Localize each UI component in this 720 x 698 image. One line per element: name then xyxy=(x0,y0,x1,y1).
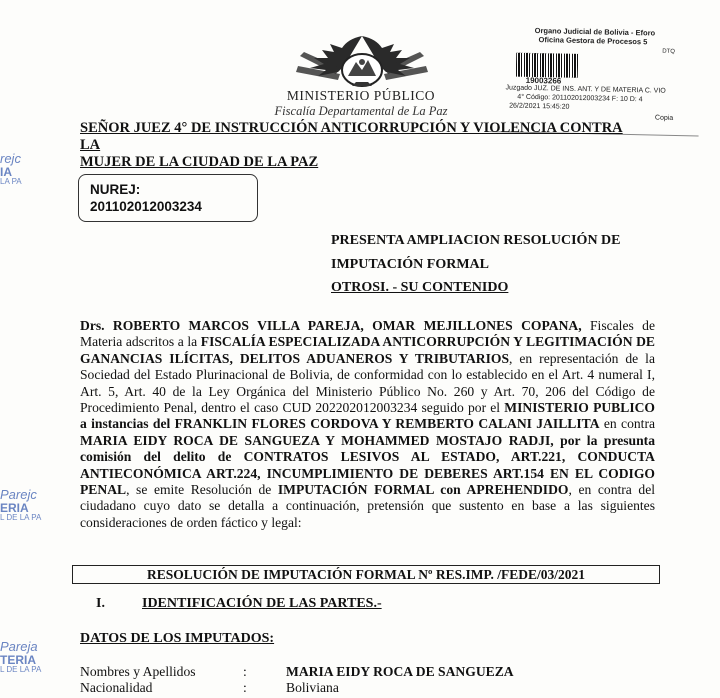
row-value: Boliviana xyxy=(286,680,339,695)
row-label: Nombres y Apellidos xyxy=(80,664,196,679)
receipt-juzgado: Juzgado JUZ. DE INS. ANT. Y DE MATERIA C. VIO xyxy=(505,84,666,95)
document-title-otrosi: OTROSI. - SU CONTENIDO xyxy=(331,280,509,295)
ministry-name: MINISTERIO PÚBLICO xyxy=(286,88,436,103)
document-title-line1: PRESENTA AMPLIACION RESOLUCIÓN DE xyxy=(331,233,621,248)
row-colon: : xyxy=(243,664,247,679)
receipt-fecha: 26/2/2021 15:45:20 xyxy=(509,102,570,111)
body-text: , en representación de la Sociedad del Estado Plurinacional de Bolivia, de conformidad con lo establecido en el Art. 4 numeral I, Art. 5, Art. 40 de la Ley Orgánica del Ministerio Público No. 260 y Art. 70, 206 del Código de Procedimiento Penal, dentro el caso CUD 202202012003234 seguido por el xyxy=(80,350,655,416)
edge-stamp-text: rejc xyxy=(0,151,21,166)
receipt-codigo: 4° Código: 201102012003234 F: 10 D: 4 xyxy=(517,93,643,104)
body-text: , se emite Resolución de xyxy=(126,482,278,498)
receipt-number: 19003266 xyxy=(525,75,562,86)
receipt-copia: Copia xyxy=(654,114,674,122)
edge-stamp-1 xyxy=(0,152,22,187)
imputados-heading: DATOS DE LOS IMPUTADOS: xyxy=(80,631,275,646)
ministry-header xyxy=(236,88,486,119)
document-title-line2: IMPUTACIÓN FORMAL xyxy=(331,257,490,272)
judge-heading xyxy=(80,120,640,171)
row-label: Nacionalidad xyxy=(80,680,153,695)
edge-stamp-2 xyxy=(0,488,41,523)
body-prosecutors: Drs. ROBERTO MARCOS VILLA PAREJA, OMAR MEJILLONES COPANA, xyxy=(80,318,582,333)
barcode-icon xyxy=(516,53,578,78)
edge-stamp-text: L DE LA PA xyxy=(0,665,42,675)
edge-stamp-text: ERIA xyxy=(0,500,29,515)
body-paragraph xyxy=(80,318,655,531)
nurej-value: 201102012003234 xyxy=(90,199,202,214)
fiscalia-name: Fiscalía Departamental de La Paz xyxy=(274,104,448,118)
body-complainants: MINISTERIO PUBLICO a instancias del FRANKLIN FLORES CORDOVA Y REMBERTO CALANI JAILLITA xyxy=(80,400,656,432)
edge-stamp-text: Pareja xyxy=(0,639,38,654)
body-text: en contra xyxy=(599,416,655,432)
edge-stamp-text: LA PA xyxy=(0,177,22,187)
section-title: IDENTIFICACIÓN DE LAS PARTES.- xyxy=(142,596,382,611)
edge-stamp-3 xyxy=(0,640,41,675)
body-fiscalia: FISCALÍA ESPECIALIZADA ANTICORRUPCIÓN Y LEGITIMACIÓN DE GANANCIAS ILÍCITAS, DELITOS ADUANEROS Y TRIBUTARIOS xyxy=(80,334,656,366)
nurej-box xyxy=(78,174,258,222)
coat-of-arms-icon xyxy=(282,32,442,90)
judge-heading-line1: SEÑOR JUEZ 4° DE INSTRUCCIÓN ANTICORRUPCIÓN Y VIOLENCIA CONTRA LA xyxy=(80,120,623,153)
edge-stamp-text: IA xyxy=(0,164,12,179)
receipt-dtq: DTQ xyxy=(662,48,676,55)
section-heading xyxy=(96,596,382,612)
court-receipt-label xyxy=(485,17,701,136)
body-imputacion: IMPUTACIÓN FORMAL con APREHENDIDO xyxy=(277,482,569,498)
edge-stamp-text: Parejc xyxy=(0,487,37,502)
body-text: Fiscales de Materia adscritos a la xyxy=(80,318,655,350)
edge-stamp-text: L DE LA PA xyxy=(0,513,42,523)
nurej-label: NUREJ: xyxy=(90,182,141,197)
judge-heading-line2: MUJER DE LA CIUDAD DE LA PAZ xyxy=(80,154,319,170)
receipt-office: Oficina Gestora de Procesos 5 xyxy=(538,35,648,47)
edge-stamp-text: TERIA xyxy=(0,652,36,667)
section-number: I. xyxy=(96,596,105,611)
row-colon: : xyxy=(243,680,247,695)
body-text: , en contra del ciudadano cuyo dato se detalla a continuación, pretensión que sustento en base a las siguientes consideraciones de orden fáctico y legal: xyxy=(80,482,656,530)
receipt-org: Organo Judicial de Bolivia - Eforo xyxy=(534,26,656,38)
body-accused-crimes: MARIA EIDY ROCA DE SANGUEZA Y MOHAMMED MOSTAJO RADJI, por la presunta comisión del delito de CONTRATOS LESIVOS AL ESTADO, ART.221, CONDUCTA ANTIECONÓMICA ART.224, INCUMPLIMIENTO DE DEBERES ART.154 EN EL CODIGO PENAL xyxy=(80,432,655,498)
row-value: MARIA EIDY ROCA DE SANGUEZA xyxy=(286,664,514,679)
resolution-number-box: RESOLUCIÓN DE IMPUTACIÓN FORMAL Nº RES.IMP. /FEDE/03/2021 xyxy=(72,565,660,584)
